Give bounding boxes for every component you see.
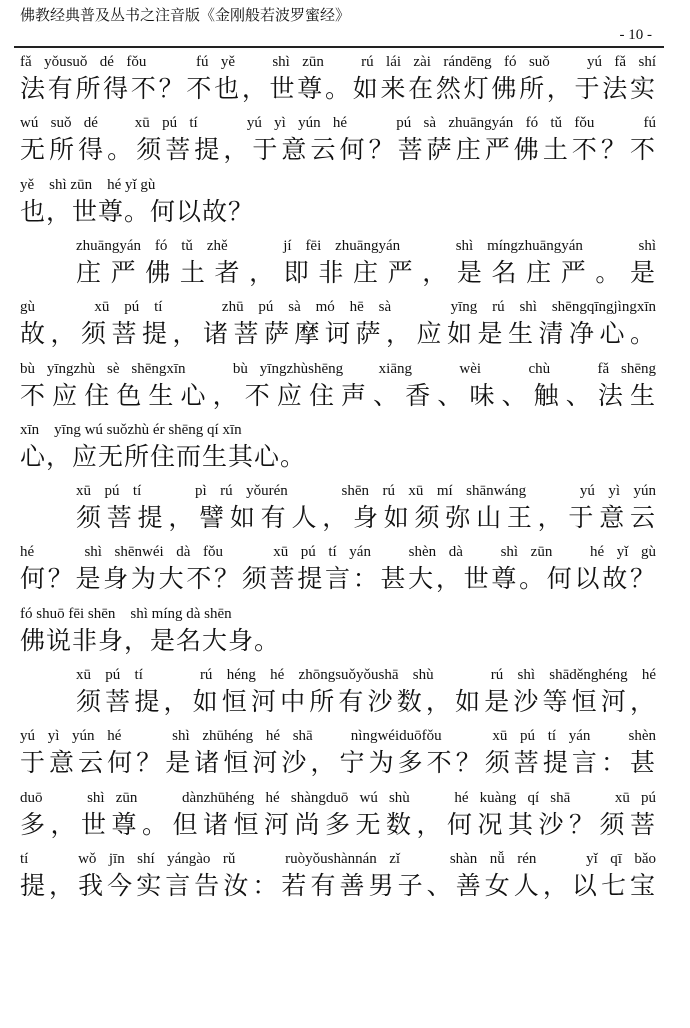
text-line [76, 236, 656, 290]
pinyin-line: duō shì zūn dànzhūhéng hé shàngduō wú shù hé kuàng qí shā xū pú [20, 789, 656, 806]
text-line [76, 481, 656, 535]
pinyin-line: xū pú tí rú héng hé zhōngsuǒyǒushā shù rú shì shāděnghéng hé [76, 667, 656, 683]
hanzi-line: 须菩提，譬如有人，身如须弥山王，于意云 [76, 503, 656, 533]
hanzi-line: 提，我今实言告汝：若有善男子、善女人，以七宝 [20, 870, 656, 900]
pinyin-line: fó shuō fēi shēn shì míng dà shēn [20, 605, 232, 622]
pinyin-line: fǎ yǒusuǒ dé fǒu fú yě shì zūn rú lái zài rándēng fó suǒ yú fǎ shí [20, 54, 656, 70]
text-line [20, 420, 656, 474]
text-line [20, 542, 656, 596]
text-line [20, 175, 656, 229]
hanzi-line: 何？是身为大不？须菩提言：甚大，世尊。何以故？ [20, 564, 656, 594]
hanzi-line: 法有所得不？不也，世尊。如来在然灯佛所，于法实 [20, 74, 656, 103]
page-number: - 10 - [619, 27, 652, 43]
pinyin-line: yě shì zūn hé yǐ gù [20, 176, 156, 193]
hanzi-line: 不应住色生心，不应住声、香、味、触、法生 [20, 380, 656, 410]
hanzi-line: 多，世尊。但诸恒河尚多无数，何况其沙？须菩 [20, 809, 656, 839]
pinyin-line: tí wǒ jīn shí yángào rǔ ruòyǒushànnán zǐ shàn nǚ rén yǐ qī bǎo [20, 850, 656, 867]
pinyin-line: wú suǒ dé xū pú tí yú yì yún hé pú sà zhuāngyán fó tǔ fǒu fú [20, 115, 656, 132]
text-line [20, 113, 656, 167]
hanzi-line: 也，世尊。何以故？ [20, 196, 255, 226]
text-line [76, 665, 656, 719]
hanzi-line: 佛说非身，是名大身。 [20, 625, 281, 655]
pinyin-line: hé shì shēnwéi dà fǒu xū pú tí yán shèn dà shì zūn hé yǐ gù [20, 544, 656, 561]
running-header: 佛教经典普及丛书之注音版《金刚般若波罗蜜经》 [20, 6, 351, 24]
pinyin-line: zhuāngyán fó tǔ zhě jí fēi zhuāngyán shì míngzhuāngyán shì [76, 237, 656, 254]
pinyin-line: xīn yīng wú suǒzhù ér shēng qí xīn [20, 421, 242, 438]
text-line [20, 359, 656, 413]
pinyin-line: bù yīngzhù sè shēngxīn bù yīngzhùshēng xiāng wèi chù fǎ shēng [20, 360, 656, 377]
text-line [20, 604, 656, 658]
pinyin-line: gù xū pú tí zhū pú sà mó hē sà yīng rú shì shēngqīngjìngxīn [20, 299, 656, 316]
hanzi-line: 心，应无所住而生其心。 [20, 441, 307, 471]
text-line [20, 297, 656, 351]
pinyin-line: yú yì yún hé shì zhūhéng hé shā nìngwéiduōfǒu xū pú tí yán shèn [20, 728, 656, 745]
text-line [20, 726, 656, 780]
hanzi-line: 无所得。须菩提，于意云何？菩萨庄严佛土不？不 [20, 135, 656, 165]
pinyin-line: xū pú tí pì rú yǒurén shēn rú xū mí shānwáng yú yì yún [76, 483, 656, 500]
text-line [20, 849, 656, 903]
hanzi-line: 庄严佛土者，即非庄严，是名庄严。是 [76, 257, 656, 287]
hanzi-line: 故，须菩提，诸菩萨摩诃萨，应如是生清净心。 [20, 319, 656, 349]
text-line [20, 788, 656, 842]
text-line [20, 52, 656, 106]
hanzi-line: 于意云何？是诸恒河沙，宁为多不？须菩提言：甚 [20, 748, 656, 778]
header-rule [14, 46, 664, 48]
hanzi-line: 须菩提，如恒河中所有沙数，如是沙等恒河， [76, 687, 656, 716]
